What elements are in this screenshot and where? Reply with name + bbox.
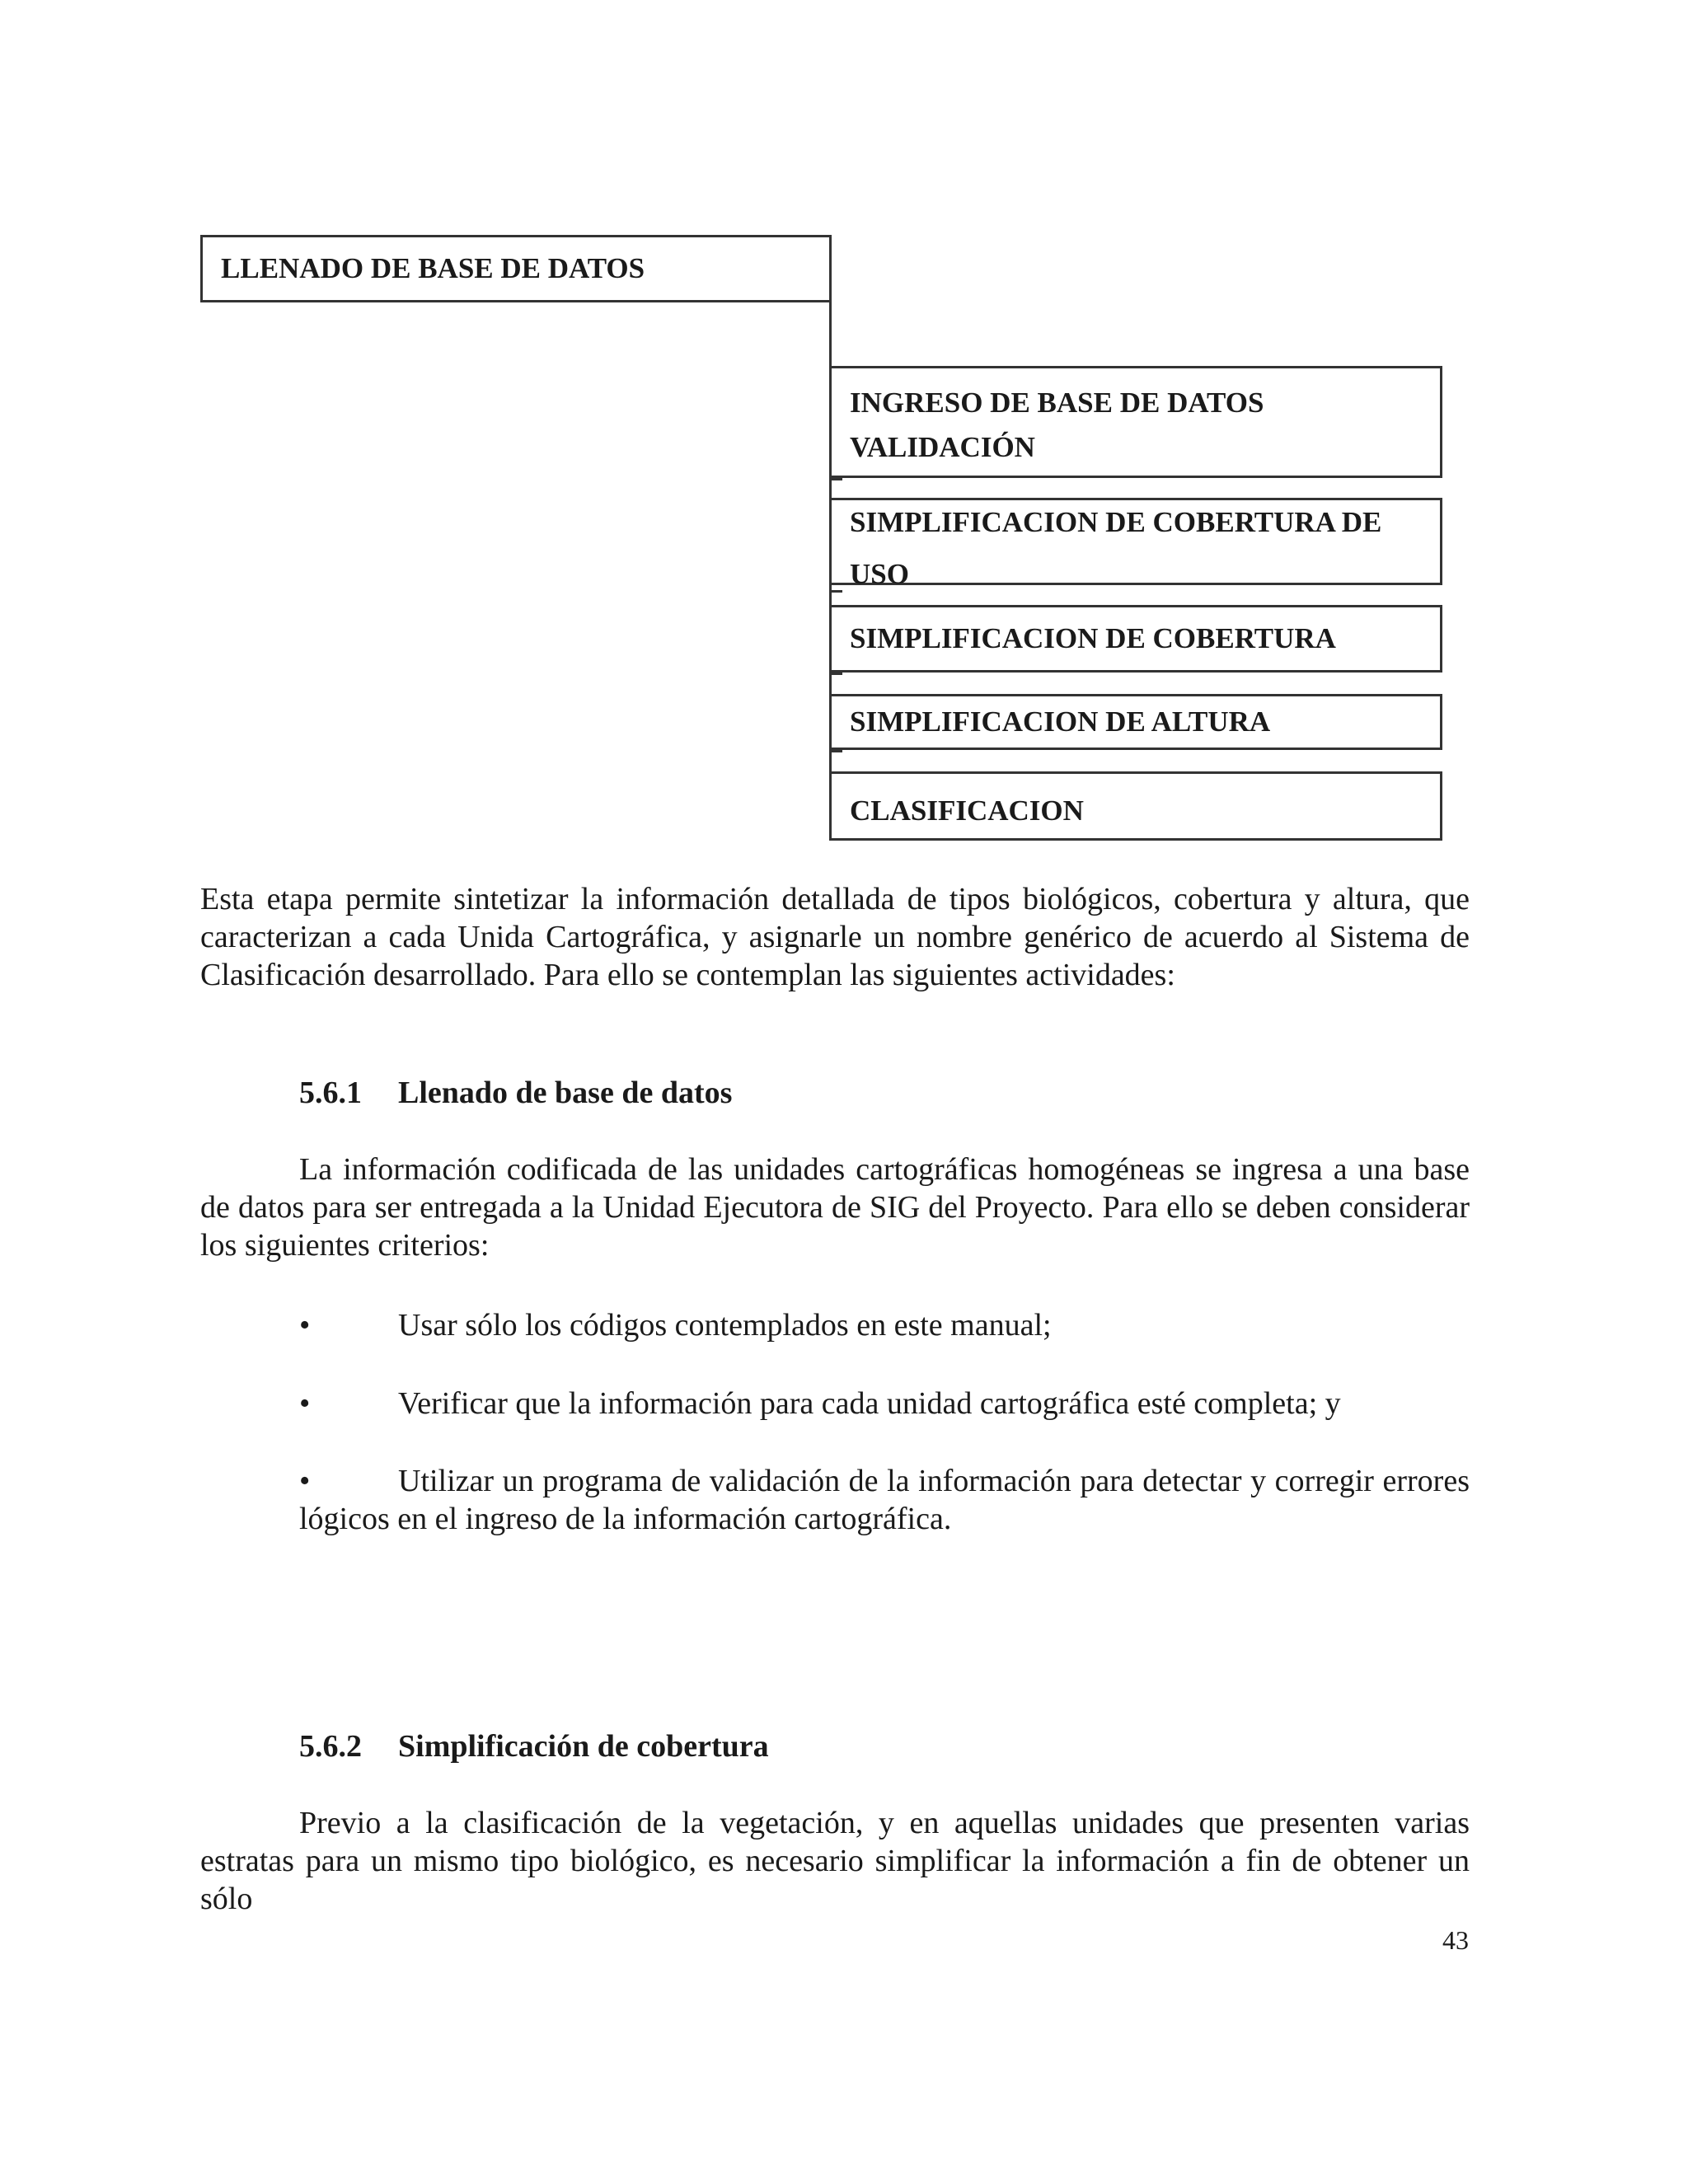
bullet-text: Verificar que la información para cada unidad cartográfica esté completa; y — [398, 1386, 1341, 1421]
flow-box-ingreso — [829, 366, 1442, 478]
flow-box-simplificacion-cobertura-uso — [829, 498, 1442, 590]
section-number: 5.6.2 — [299, 1729, 362, 1764]
flow-box-simplificacion-cobertura — [829, 605, 1442, 673]
flow-box-label: SIMPLIFICACION DE ALTURA — [850, 705, 1271, 738]
section-5-6-2-paragraph: Previo a la clasificación de la vegetación, y en aquellas unidades que presenten varias estratas para un mismo tipo biológico, es necesario simplificar la información a fin de obtener un sólo — [200, 1806, 1470, 1916]
section-number: 5.6.1 — [299, 1076, 362, 1110]
flow-box-label: USO — [850, 558, 909, 590]
flow-box-label: CLASIFICACION — [850, 794, 1084, 827]
flow-box-label: VALIDACIÓN — [850, 431, 1035, 463]
flow-connector-tick — [829, 590, 842, 593]
bullet-marker: • — [299, 1386, 311, 1421]
intro-paragraph: Esta etapa permite sintetizar la información detallada de tipos biológicos, cobertura y altura, que caracterizan a cada Unida Cartográfica, y asignarle un nombre genérico de acuerdo al Sistema de Clasificación desarrollado. Para ello se contemplan las siguientes actividades: — [200, 882, 1470, 992]
bullet-item — [299, 1306, 1470, 1344]
bullet-text: Usar sólo los códigos contemplados en este manual; — [398, 1308, 1052, 1343]
section-5-6-1-paragraph: La información codificada de las unidades cartográficas homogéneas se ingresa a una base de datos para ser entregada a la Unidad Ejecutora de SIG del Proyecto. Para ello se deben considerar los siguientes criterios: — [200, 1152, 1470, 1263]
flow-box-label: SIMPLIFICACION DE COBERTURA — [850, 622, 1336, 654]
bullet-marker: • — [299, 1308, 311, 1343]
flow-box-main-label: LLENADO DE BASE DE DATOS — [221, 252, 645, 284]
bullet-text: Utilizar un programa de validación de la información para detectar y corregir errores lógicos en el ingreso de la información cartográfica. — [299, 1464, 1470, 1536]
flow-connector-tick — [829, 673, 842, 675]
flow-box-clasificacion — [829, 771, 1442, 841]
flow-box-label: INGRESO DE BASE DE DATOS — [850, 387, 1264, 419]
flow-connector-tick — [829, 478, 842, 480]
section-heading-5-6-1 — [299, 1074, 732, 1112]
page-number: 43 — [1442, 1925, 1469, 1955]
flow-box-simplificacion-altura — [829, 694, 1442, 750]
section-title: Simplificación de cobertura — [398, 1729, 769, 1764]
flow-connector-tick — [829, 750, 842, 752]
bullet-marker: • — [299, 1464, 311, 1498]
bullet-item — [299, 1385, 1470, 1422]
section-title: Llenado de base de datos — [398, 1076, 733, 1110]
section-heading-5-6-2 — [299, 1727, 769, 1765]
bullet-item — [299, 1462, 1470, 1538]
flow-box-main — [200, 235, 832, 302]
flow-box-label: SIMPLIFICACION DE COBERTURA DE — [850, 506, 1382, 538]
